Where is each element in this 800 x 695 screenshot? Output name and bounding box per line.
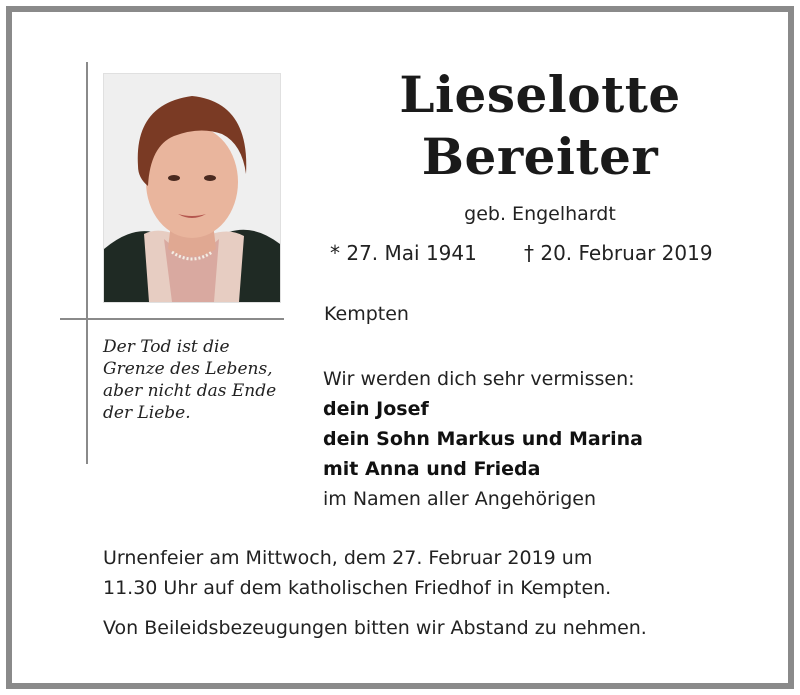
mourners-intro: Wir werden dich sehr vermissen: [323,368,635,390]
place: Kempten [324,303,409,325]
deceased-last-name: Bereiter [421,127,659,186]
mourner-name: dein Josef [323,398,429,420]
quote-line: aber nicht das Ende [103,381,277,401]
service-line: Urnenfeier am Mittwoch, dem 27. Februar 2019 um [103,547,593,569]
mourners-block [323,364,643,514]
cross-vertical-line [86,62,88,464]
death-date: † 20. Februar 2019 [524,241,713,265]
quote-line: der Liebe. [103,403,191,423]
condolence-notice: Von Beileidsbezeugungen bitten wir Abstand zu nehmen. [103,617,647,639]
service-line: 11.30 Uhr auf dem katholischen Friedhof in Kempten. [103,577,612,599]
quote-line: Grenze des Lebens, [103,359,273,379]
cross-horizontal-line [60,318,284,320]
mourner-name: dein Sohn Markus und Marina [323,428,643,450]
service-notice [103,543,611,603]
birth-date: * 27. Mai 1941 [330,241,477,265]
quote-line: Der Tod ist die [103,337,230,357]
mourner-name: mit Anna und Frieda [323,458,541,480]
memorial-quote [103,336,293,424]
mourners-closing: im Namen aller Angehörigen [323,488,597,510]
maiden-name: geb. Engelhardt [464,203,616,225]
deceased-first-name: Lieselotte [399,65,681,124]
portrait-photo [104,74,280,302]
